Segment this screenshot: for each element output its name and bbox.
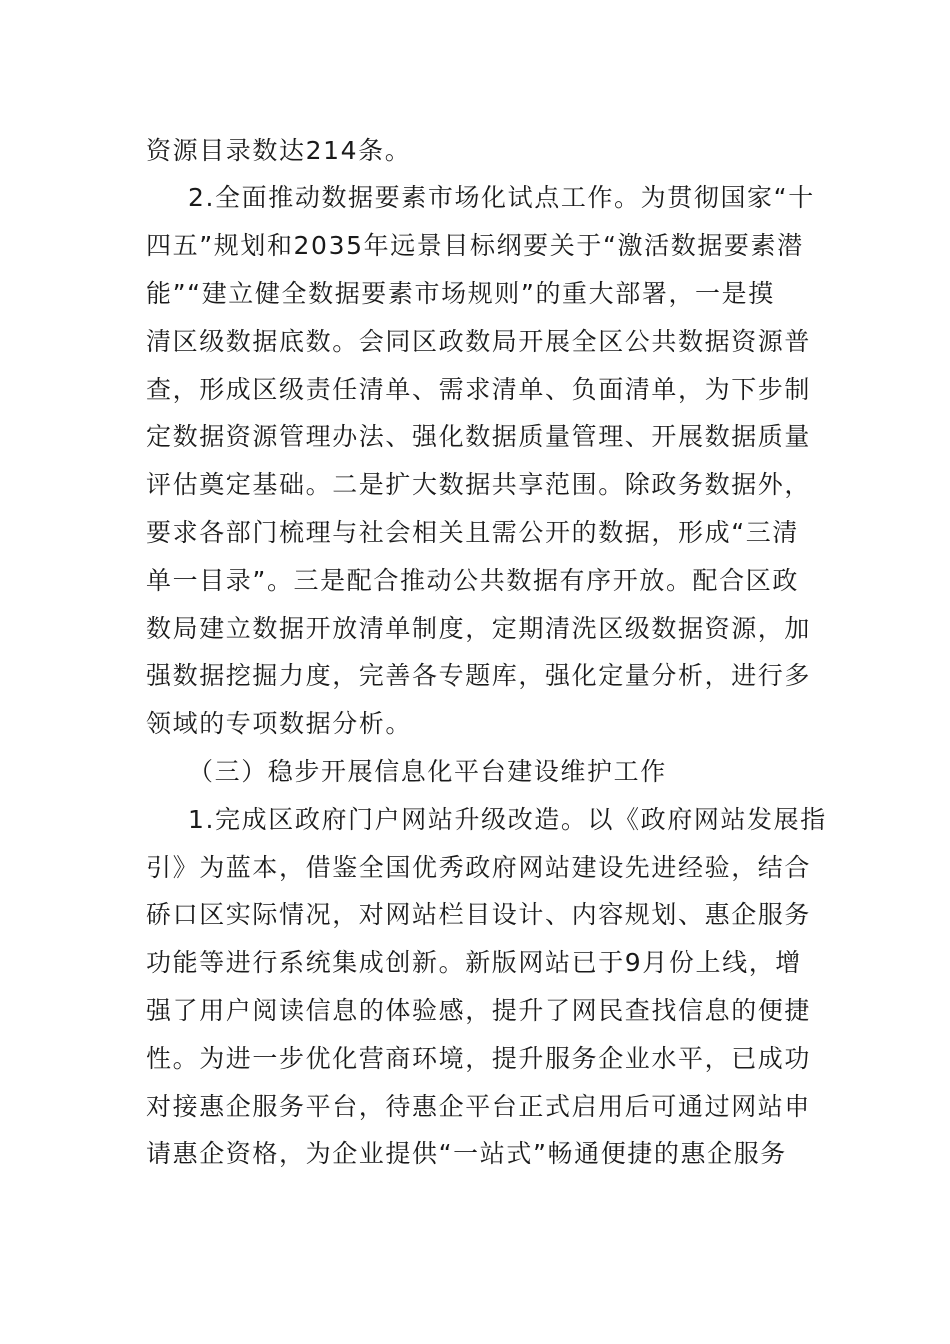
text-line-19: 强了用户阅读信息的体验感，提升了网民查找信息的便捷: [146, 996, 812, 1025]
text-line-11: 数局建立数据开放清单制度，定期清洗区级数据资源，加: [146, 614, 812, 643]
text-line-15: 1.完成区政府门户网站升级改造。以《政府网站发展指: [188, 805, 827, 834]
text-line-4: 能”“建立健全数据要素市场规则”的重大部署，一是摸: [146, 279, 775, 308]
text-line-20: 性。为进一步优化营商环境，提升服务企业水平，已成功: [146, 1044, 812, 1073]
text-line-18: 功能等进行系统集成创新。新版网站已于9月份上线，增: [146, 948, 802, 977]
text-line-13: 领域的专项数据分析。: [146, 709, 413, 738]
text-line-22: 请惠企资格，为企业提供“一站式”畅通便捷的惠企服务: [146, 1139, 787, 1168]
text-line-6: 查，形成区级责任清单、需求清单、负面清单，为下步制: [146, 375, 812, 404]
text-line-10: 单一目录”。三是配合推动公共数据有序开放。配合区政: [146, 566, 799, 595]
text-line-21: 对接惠企服务平台，待惠企平台正式启用后可通过网站申: [146, 1092, 812, 1121]
text-line-1: 资源目录数达214条。: [146, 136, 412, 165]
text-line-17: 硚口区实际情况，对网站栏目设计、内容规划、惠企服务: [146, 900, 812, 929]
text-line-9: 要求各部门梳理与社会相关且需公开的数据，形成“三清: [146, 518, 799, 547]
section-heading: （三）稳步开展信息化平台建设维护工作: [188, 757, 667, 786]
text-line-3: 四五”规划和2035年远景目标纲要关于“激活数据要素潜: [146, 231, 804, 260]
text-line-8: 评估奠定基础。二是扩大数据共享范围。除政务数据外，: [146, 470, 812, 499]
text-line-12: 强数据挖掘力度，完善各专题库，强化定量分析，进行多: [146, 661, 812, 690]
text-line-7: 定数据资源管理办法、强化数据质量管理、开展数据质量: [146, 422, 812, 451]
text-line-2: 2.全面推动数据要素市场化试点工作。为贯彻国家“十: [188, 183, 815, 212]
text-line-16: 引》为蓝本，借鉴全国优秀政府网站建设先进经验，结合: [146, 853, 812, 882]
text-line-5: 清区级数据底数。会同区政数局开展全区公共数据资源普: [146, 327, 812, 356]
